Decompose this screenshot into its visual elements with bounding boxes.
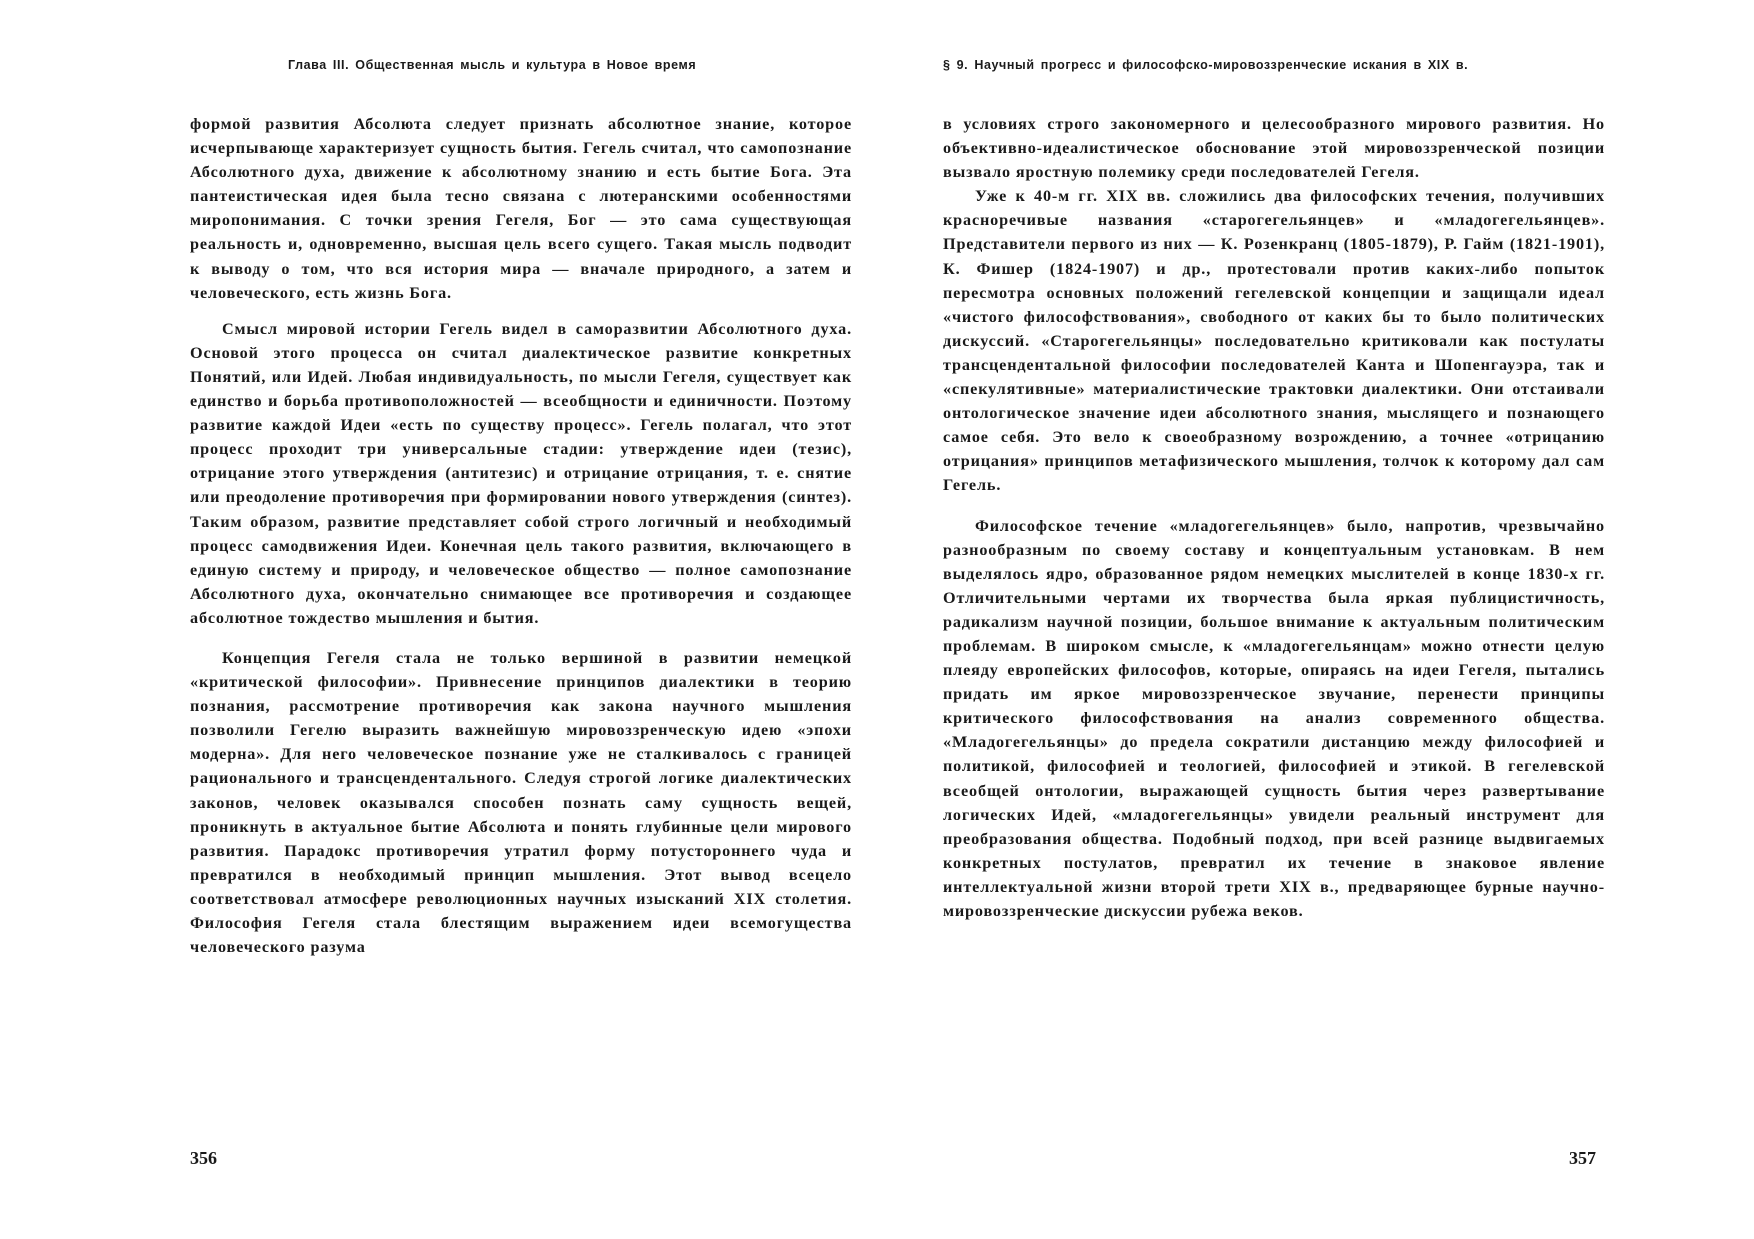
paragraph: Уже к 40-м гг. XIX вв. сложились два философских течения, получивших красноречивые названия «старогегельянцев» и «младогегельянцев». Представители первого из них — К. Розенкранц (1805-1879), Р. Гайм (1821-1901), К. Фишер (1824-1907) и др., протестовали против каких-либо попыток пересмотра основных положений гегелевской концепции и защищали идеал «чистого философствования», свободного от каких бы то было политических дискуссий. «Старогегельянцы» последовательно критиковали как постулаты трансцендентальной философии последователей Канта и Шопенгауэра, так и «спекулятивные» материалистические трактовки диалектики. Они отстаивали онтологическое значение идеи абсолютного знания, мыслящего и познающего самое себя. Это вело к своеобразному возрождению, а точнее «отрицанию отрицания» принципов метафизического мышления, толчок к которому дал сам Гегель.	[943, 187, 1605, 495]
text-column	[943, 112, 1605, 923]
paragraph: в условиях строго закономерного и целесообразного мирового развития. Но объективно-идеалистическое обоснование этой мировоззренческой позиции вызвало яростную полемику среди последователей Гегеля.	[943, 115, 1605, 182]
paragraph: Философское течение «младогегельянцев» было, напротив, чрезвычайно разнообразным по своему составу и концептуальным установкам. В нем выделялось ядро, образованное рядом немецких мыслителей в конце 1830-х гг. Отличительными чертами их творчества была яркая публицистичность, радикализм научной позиции, большое внимание к актуальным политическим проблемам. В широком смысле, к «младогегельянцам» можно отнести целую плеяду европейских философов, которые, опираясь на идеи Гегеля, пытались придать им яркое мировоззренческое звучание, перенести принципы критического философствования на анализ современного общества. «Младогегельянцы» до предела сократили дистанцию между философией и политикой, философией и теологией, философией и этикой. В гегелевской всеобщей онтологии, выражающей сущность бытия через развертывание логических Идей, «младогегельянцы» увидели реальный инструмент для преобразования общества. Подобный подход, при всей разнице выдвигаемых конкретных постулатов, превратил их течение в знаковое явление интеллектуальной жизни второй трети XIX в., предваряющее бурные научно-мировоззренческие дискуссии рубежа веков.	[943, 516, 1605, 920]
text-column	[190, 112, 852, 959]
page-number: 357	[1569, 1148, 1596, 1168]
paragraph: Концепция Гегеля стала не только вершиной в развитии немецкой «критической философии». Привнесение принципов диалектики в теорию познания, рассмотрение противоречия как закона научного мышления позволили Гегелю выразить важнейшую мировоззренческую идею «эпохи модерна». Для него человеческое познание уже не сталкивалось с границей рационального и трансцендентального. Следуя строгой логике диалектических законов, человек оказывался способен познать саму сущность вещей, проникнуть в актуальное бытие Абсолюта и понять глубинные цели мирового развития. Парадокс противоречия утратил форму потустороннего чуда и превратился в необходимый принцип мышления. Этот вывод всецело соответствовал атмосфере революционных научных изысканий XIX столетия. Философия Гегеля стала блестящим выражением идеи всемогущества человеческого разума	[190, 648, 852, 957]
right-page	[877, 0, 1754, 1239]
page-number: 356	[190, 1148, 217, 1168]
running-head: Глава III. Общественная мысль и культура в Новое время	[288, 58, 697, 72]
paragraph: формой развития Абсолюта следует признать абсолютное знание, которое исчерпывающе характеризует сущность бытия. Гегель считал, что самопознание Абсолютного духа, движение к абсолютному знанию и есть бытие Бога. Эта пантеистическая идея была тесно связана с лютеранскими особенностями миропонимания. С точки зрения Гегеля, Бог — это сама существующая реальность и, одновременно, высшая цель всего сущего. Такая мысль подводит к выводу о том, что вся история мира — вначале природного, а затем и человеческого, есть жизнь Бога.	[190, 115, 852, 302]
running-head: § 9. Научный прогресс и философско-мировоззренческие искания в XIX в.	[943, 58, 1469, 72]
paragraph: Смысл мировой истории Гегель видел в саморазвитии Абсолютного духа. Основой этого процесса он считал диалектическое развитие конкретных Понятий, или Идей. Любая индивидуальность, по мысли Гегеля, существует как единство и борьба противоположностей — всеобщности и единичности. Поэтому развитие каждой Идеи «есть по существу процесс». Гегель полагал, что этот процесс проходит три универсальные стадии: утверждение идеи (тезис), отрицание этого утверждения (антитезис) и отрицание отрицания, т. е. снятие или преодоление противоречия при формировании нового утверждения (синтез). Таким образом, развитие представляет собой строго логичный и необходимый процесс самодвижения Идеи. Конечная цель такого развития, включающего в единую систему и природу, и человеческое общество — полное самопознание Абсолютного духа, окончательно снимающее все противоречия и создающее абсолютное тождество мышления и бытия.	[190, 319, 852, 627]
